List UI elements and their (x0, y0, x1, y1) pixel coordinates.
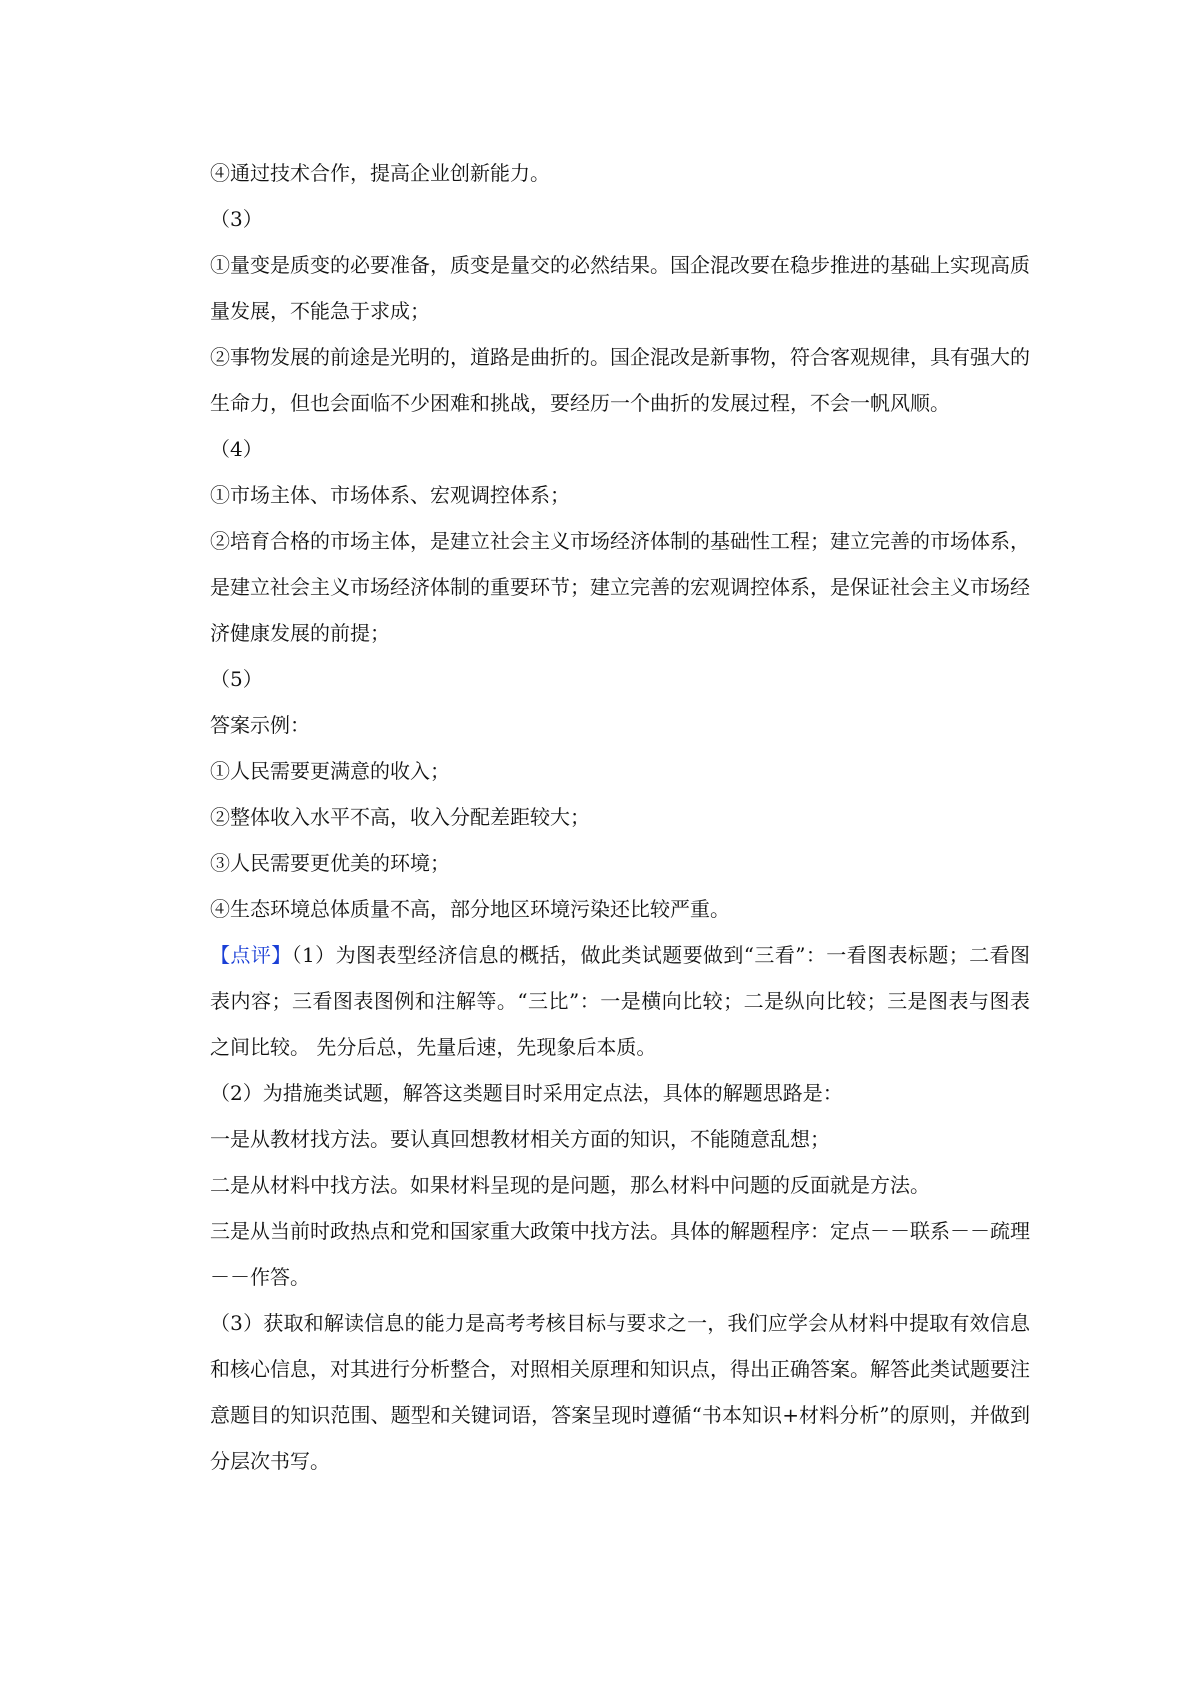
comment-method-2: 二是从材料中找方法。如果材料呈现的是问题，那么材料中问题的反面就是方法。 (210, 1173, 930, 1197)
answer-item-5-1: ①人民需要更满意的收入； (210, 759, 450, 783)
comment-paragraph (210, 932, 1030, 1070)
comment-text: （1）为图表型经济信息的概括，做此类试题要做到“三看”：一看图表标题；二看图表内容；三看图表图例和注解等。“三比”：一是横向比较；二是纵向比较；三是图表与图表之间比较。 先分后总，先量后速，先现象后本质。 (210, 943, 1030, 1059)
answer-item-3-2: ②事物发展的前途是光明的，道路是曲折的。国企混改是新事物，符合客观规律，具有强大的生命力，但也会面临不少困难和挑战，要经历一个曲折的发展过程，不会一帆风顺。 (210, 345, 1030, 415)
comment-item-2: （2）为措施类试题，解答这类题目时采用定点法，具体的解题思路是： (210, 1081, 843, 1105)
answer-item-5-3: ③人民需要更优美的环境； (210, 851, 450, 875)
answer-item-5-4: ④生态环境总体质量不高，部分地区环境污染还比较严重。 (210, 897, 730, 921)
answer-example-label: 答案示例： (210, 713, 310, 737)
answer-item-4a: ①市场主体、市场体系、宏观调控体系； (210, 483, 570, 507)
answer-content (210, 150, 1030, 1484)
question-number-5: （5） (210, 667, 263, 691)
answer-item-3-1: ①量变是质变的必要准备，质变是量交的必然结果。国企混改要在稳步推进的基础上实现高质量发展，不能急于求成； (210, 253, 1030, 323)
answer-item-4-1: ④通过技术合作，提高企业创新能力。 (210, 161, 550, 185)
answer-item-4b: ②培育合格的市场主体，是建立社会主义市场经济体制的基础性工程；建立完善的市场体系，是建立社会主义市场经济体制的重要环节；建立完善的宏观调控体系，是保证社会主义市场经济健康发展的前提； (210, 529, 1030, 645)
comment-tag: 【点评】 (210, 943, 292, 967)
question-number-3: （3） (210, 207, 263, 231)
comment-item-3: （3）获取和解读信息的能力是高考考核目标与要求之一，我们应学会从材料中提取有效信息和核心信息，对其进行分析整合，对照相关原理和知识点，得出正确答案。解答此类试题要注意题目的知识范围、题型和关键词语，答案呈现时遵循“书本知识+材料分析”的原则，并做到分层次书写。 (210, 1311, 1030, 1473)
comment-method-3: 三是从当前时政热点和党和国家重大政策中找方法。具体的解题程序：定点－－联系－－疏理－－作答。 (210, 1219, 1030, 1289)
answer-item-5-2: ②整体收入水平不高，收入分配差距较大； (210, 805, 590, 829)
question-number-4: （4） (210, 437, 263, 461)
comment-method-1: 一是从教材找方法。要认真回想教材相关方面的知识，不能随意乱想； (210, 1127, 830, 1151)
